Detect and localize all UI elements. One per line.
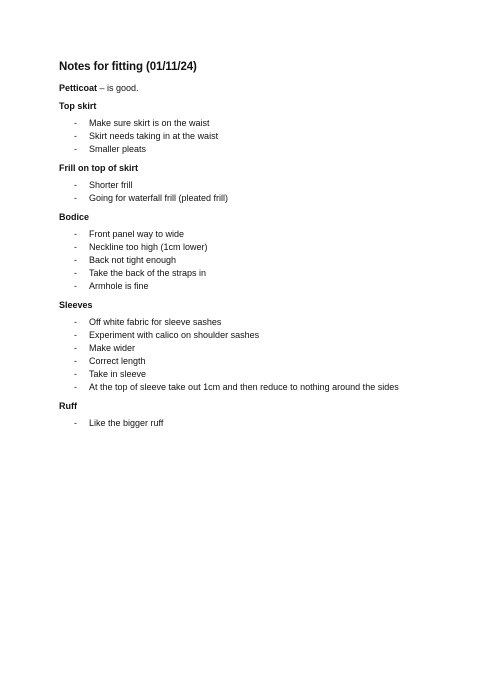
bullet-dash: - [74,281,77,291]
list-item [59,280,459,293]
bullet-dash: - [74,144,77,154]
list-item-text: Make sure skirt is on the waist [89,118,210,128]
list-item-text: Make wider [89,343,136,353]
section-heading: Ruff [59,401,77,411]
list-item [59,192,459,205]
section-list [59,179,459,205]
bullet-dash: - [74,317,77,327]
bullet-dash: - [74,268,77,278]
bullet-dash: - [74,229,77,239]
section-heading: Top skirt [59,101,97,111]
list-item-text: Take in sleeve [89,369,147,379]
document-title: Notes for fitting (01/11/24) [59,61,197,73]
list-item-text: Neckline too high (1cm lower) [89,242,208,252]
list-item-text: Take the back of the straps in [89,268,207,278]
list-item-text: Like the bigger ruff [89,418,164,428]
list-item-text: Going for waterfall frill (pleated frill) [89,193,229,203]
petticoat-label: Petticoat [59,83,98,93]
petticoat-text: – is good. [97,83,139,93]
list-item-text: At the top of sleeve take out 1cm and then reduce to nothing around the sides [89,382,399,392]
bullet-dash: - [74,356,77,366]
list-item [59,316,459,329]
section-list [59,316,459,394]
bullet-dash: - [74,255,77,265]
list-item-text: Armhole is fine [89,281,149,291]
section-list [59,228,459,293]
bullet-dash: - [74,131,77,141]
list-item-text: Smaller pleats [89,144,147,154]
list-item-text: Correct length [89,356,146,366]
section-list [59,117,459,156]
notes-sections [59,100,459,430]
bullet-dash: - [74,343,77,353]
list-item [59,267,459,280]
list-item [59,329,459,342]
bullet-dash: - [74,118,77,128]
petticoat-note [59,82,459,94]
list-item [59,117,459,130]
section-heading: Bodice [59,212,90,222]
section-list [59,417,459,430]
list-item-text: Experiment with calico on shoulder sashes [89,330,260,340]
bullet-dash: - [74,180,77,190]
list-item [59,130,459,143]
list-item [59,381,459,394]
bullet-dash: - [74,382,77,392]
document-content [59,60,459,430]
list-item-text: Shorter frill [89,180,133,190]
bullet-dash: - [74,369,77,379]
list-item [59,143,459,156]
section-heading: Frill on top of skirt [59,163,138,173]
list-item [59,342,459,355]
list-item [59,355,459,368]
list-item-text: Off white fabric for sleeve sashes [89,317,222,327]
list-item [59,228,459,241]
list-item-text: Back not tight enough [89,255,177,265]
list-item [59,254,459,267]
list-item-text: Front panel way to wide [89,229,185,239]
list-item [59,241,459,254]
bullet-dash: - [74,242,77,252]
list-item [59,417,459,430]
list-item [59,179,459,192]
list-item [59,368,459,381]
section-heading: Sleeves [59,300,93,310]
list-item-text: Skirt needs taking in at the waist [89,131,219,141]
bullet-dash: - [74,193,77,203]
bullet-dash: - [74,330,77,340]
bullet-dash: - [74,418,77,428]
